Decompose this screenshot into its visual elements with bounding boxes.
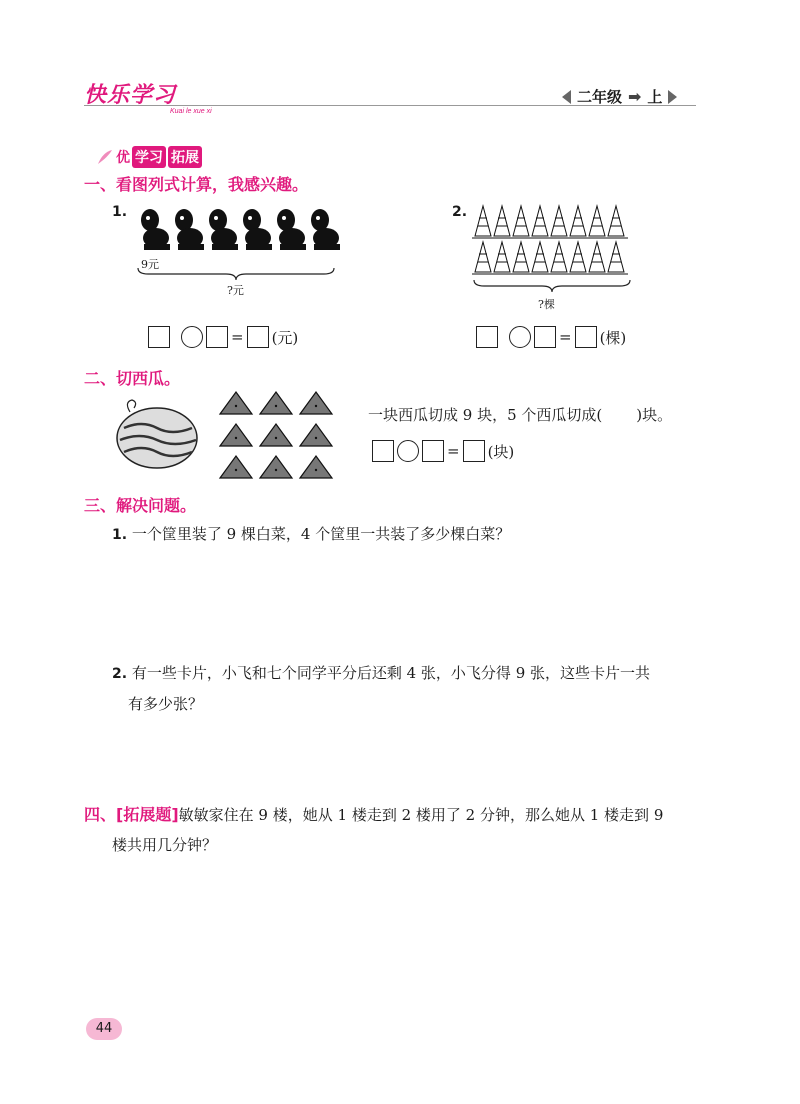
logo-title: 快乐学习 bbox=[84, 83, 177, 108]
badge-tuozhan: 拓展 bbox=[168, 146, 202, 168]
price-label: 9元 bbox=[141, 258, 159, 271]
question-2-number: 2. bbox=[112, 666, 128, 682]
question-2-line1: 有一些卡片，小飞和七个同学平分后还剩 4 张，小飞分得 9 张，这些卡片一共 bbox=[131, 664, 651, 682]
question-1-number: 1. bbox=[112, 527, 128, 543]
answer-area-1[interactable] bbox=[112, 556, 702, 652]
grade-indicator bbox=[562, 86, 677, 107]
section3-heading: 三、解决问题。 bbox=[84, 496, 197, 515]
question-4-line2: 楼共用几分钟？ bbox=[112, 836, 218, 854]
logo-pinyin: Kuai le xue xi bbox=[170, 108, 212, 115]
page-number: 44 bbox=[86, 1018, 122, 1040]
answer-area-2[interactable] bbox=[112, 722, 702, 798]
equals-sign: = bbox=[559, 328, 572, 346]
answer-box[interactable] bbox=[206, 326, 228, 348]
question-1 bbox=[112, 519, 510, 550]
answer-box[interactable] bbox=[476, 326, 498, 348]
brace-icon bbox=[136, 266, 336, 282]
unit-label: (块) bbox=[487, 442, 515, 461]
question-4 bbox=[84, 800, 714, 860]
watermelon-slices-illustration bbox=[216, 388, 334, 484]
section2-heading: 二、切西瓜。 bbox=[84, 369, 181, 388]
question-4-line1: 敏敏家住在 9 楼，她从 1 楼走到 2 楼用了 2 分钟，那么她从 1 楼走到 9 bbox=[178, 806, 664, 824]
operator-circle[interactable] bbox=[509, 326, 531, 348]
answer-box[interactable] bbox=[575, 326, 597, 348]
answer-box[interactable] bbox=[534, 326, 556, 348]
equals-sign: = bbox=[231, 328, 244, 346]
extension-tag: [拓展题] bbox=[116, 805, 179, 824]
watermelon-question bbox=[368, 400, 672, 430]
answer-box[interactable] bbox=[148, 326, 170, 348]
answer-area-3[interactable] bbox=[112, 868, 702, 998]
question-2-line2: 有多少张？ bbox=[128, 695, 204, 713]
watermelon-text-b: )块。 bbox=[636, 406, 673, 424]
section4-prefix: 四、 bbox=[84, 805, 117, 824]
unit-label: (棵) bbox=[599, 328, 627, 347]
right-triangle-icon bbox=[668, 90, 677, 104]
feather-icon bbox=[96, 148, 114, 166]
grade-label: 二年级 bbox=[577, 88, 623, 106]
arrow-right-icon: ➡ bbox=[628, 87, 642, 106]
equation-2 bbox=[476, 326, 626, 348]
problem2-number: 2. bbox=[452, 204, 468, 220]
watermelon-text-a: 一块西瓜切成 9 块，5 个西瓜切成( bbox=[368, 406, 603, 424]
total-trees-label: ?棵 bbox=[538, 298, 555, 311]
answer-box[interactable] bbox=[247, 326, 269, 348]
problem1-number: 1. bbox=[112, 204, 128, 220]
equation-3 bbox=[372, 440, 514, 462]
operator-circle[interactable] bbox=[181, 326, 203, 348]
watermelon-icon bbox=[112, 398, 202, 472]
answer-box[interactable] bbox=[463, 440, 485, 462]
dinosaur-toys-illustration bbox=[132, 204, 342, 254]
total-price-label: ?元 bbox=[227, 284, 244, 297]
badge-you: 优 bbox=[116, 150, 130, 166]
trees-illustration bbox=[472, 202, 630, 276]
answer-box[interactable] bbox=[372, 440, 394, 462]
section-badge bbox=[96, 146, 202, 168]
unit-label: (元) bbox=[271, 328, 299, 347]
left-triangle-icon bbox=[562, 90, 571, 104]
badge-xuexi: 学习 bbox=[132, 146, 166, 168]
equation-1 bbox=[148, 326, 298, 348]
operator-circle[interactable] bbox=[397, 440, 419, 462]
brace-icon bbox=[472, 278, 632, 294]
equals-sign: = bbox=[447, 442, 460, 460]
section1-heading: 一、看图列式计算，我感兴趣。 bbox=[84, 175, 309, 194]
question-1-text: 一个筐里装了 9 棵白菜，4 个筐里一共装了多少棵白菜？ bbox=[131, 525, 511, 543]
answer-box[interactable] bbox=[422, 440, 444, 462]
term-label: 上 bbox=[647, 88, 663, 106]
question-2 bbox=[112, 658, 712, 719]
